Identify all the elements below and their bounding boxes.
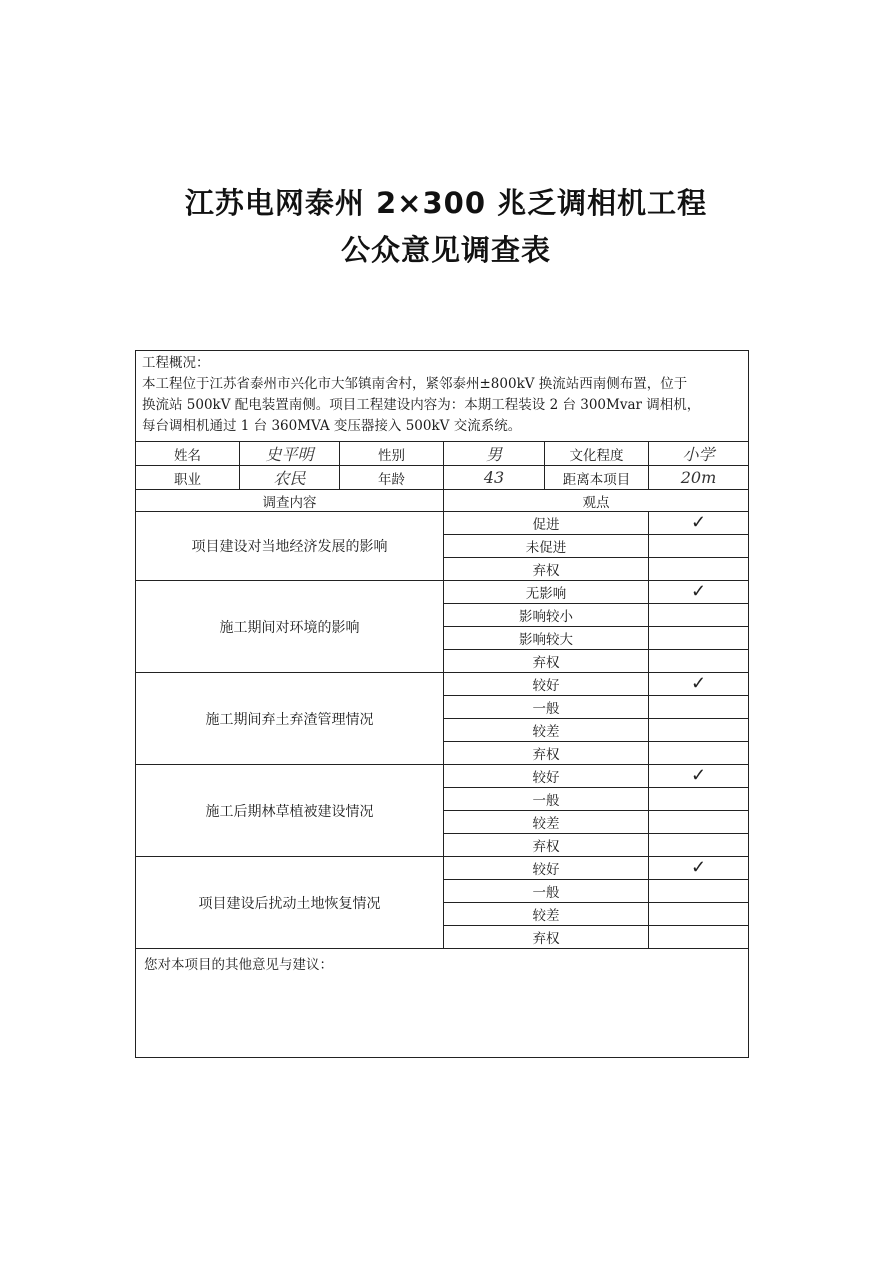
option-check-cell[interactable] [649,926,749,949]
option-label: 一般 [444,788,649,811]
comments-box[interactable] [136,949,749,1058]
option-label: 弃权 [444,558,649,581]
question-option-row [136,512,749,535]
option-check-cell[interactable] [649,627,749,650]
age-value: 43 [444,466,545,490]
option-check-cell[interactable] [649,811,749,834]
question-option-row [136,857,749,880]
option-check-cell[interactable] [649,857,749,880]
survey-item: 施工期间对环境的影响 [136,581,444,673]
option-label: 一般 [444,880,649,903]
checkmark-icon: ✓ [690,765,707,786]
option-check-cell[interactable] [649,834,749,857]
distance-value: 20m [649,466,749,490]
option-check-cell[interactable] [649,673,749,696]
question-option-row [136,581,749,604]
occupation-label: 职业 [136,466,240,490]
option-check-cell[interactable] [649,742,749,765]
occupation-value: 农民 [240,466,340,490]
form-title-line1: 江苏电网泰州 2×300 兆乏调相机工程 [184,186,708,220]
checkmark-icon: ✓ [690,673,707,694]
checkmark-icon: ✓ [690,512,707,533]
option-label: 较好 [444,857,649,880]
comments-label: 您对本项目的其他意见与建议： [144,957,333,973]
option-label: 未促进 [444,535,649,558]
option-label: 影响较大 [444,627,649,650]
option-label: 影响较小 [444,604,649,627]
option-check-cell[interactable] [649,880,749,903]
option-label: 弃权 [444,742,649,765]
name-value: 史平明 [240,442,340,466]
option-check-cell[interactable] [649,903,749,926]
education-value: 小学 [649,442,749,466]
question-option-row [136,765,749,788]
checkmark-icon: ✓ [690,857,707,878]
survey-content-header: 调查内容 [136,490,444,512]
option-check-cell[interactable] [649,558,749,581]
option-check-cell[interactable] [649,581,749,604]
option-label: 较差 [444,903,649,926]
survey-item: 项目建设后扰动土地恢复情况 [136,857,444,949]
distance-label: 距离本项目 [545,466,649,490]
survey-item: 施工期间弃土弃渣管理情况 [136,673,444,765]
form-title-line2: 公众意见调查表 [340,233,551,267]
option-check-cell[interactable] [649,604,749,627]
option-label: 较差 [444,811,649,834]
overview-line: 换流站 500kV 配电装置南侧。项目工程建设内容为：本期工程装设 2 台 300Mvar 调相机， [142,397,701,413]
option-check-cell[interactable] [649,696,749,719]
overview-heading: 工程概况： [142,355,210,371]
option-label: 较好 [444,673,649,696]
option-label: 促进 [444,512,649,535]
option-check-cell[interactable] [649,788,749,811]
project-overview [136,351,749,442]
gender-label: 性别 [340,442,444,466]
option-label: 较好 [444,765,649,788]
option-check-cell[interactable] [649,650,749,673]
overview-line: 每台调相机通过 1 台 360MVA 变压器接入 500kV 交流系统。 [142,418,522,434]
question-option-row [136,673,749,696]
gender-value: 男 [444,442,545,466]
survey-item: 施工后期林草植被建设情况 [136,765,444,857]
option-label: 弃权 [444,834,649,857]
survey-item: 项目建设对当地经济发展的影响 [136,512,444,581]
survey-table [135,350,749,1058]
checkmark-icon: ✓ [690,581,707,602]
name-label: 姓名 [136,442,240,466]
option-label: 一般 [444,696,649,719]
option-label: 弃权 [444,650,649,673]
option-check-cell[interactable] [649,535,749,558]
overview-line: 本工程位于江苏省泰州市兴化市大邹镇南舍村，紧邻泰州±800kV 换流站西南侧布置，位于 [142,376,688,392]
option-label: 无影响 [444,581,649,604]
opinion-header: 观点 [444,490,749,512]
option-label: 较差 [444,719,649,742]
option-check-cell[interactable] [649,512,749,535]
option-check-cell[interactable] [649,765,749,788]
age-label: 年龄 [340,466,444,490]
education-label: 文化程度 [545,442,649,466]
option-check-cell[interactable] [649,719,749,742]
option-label: 弃权 [444,926,649,949]
